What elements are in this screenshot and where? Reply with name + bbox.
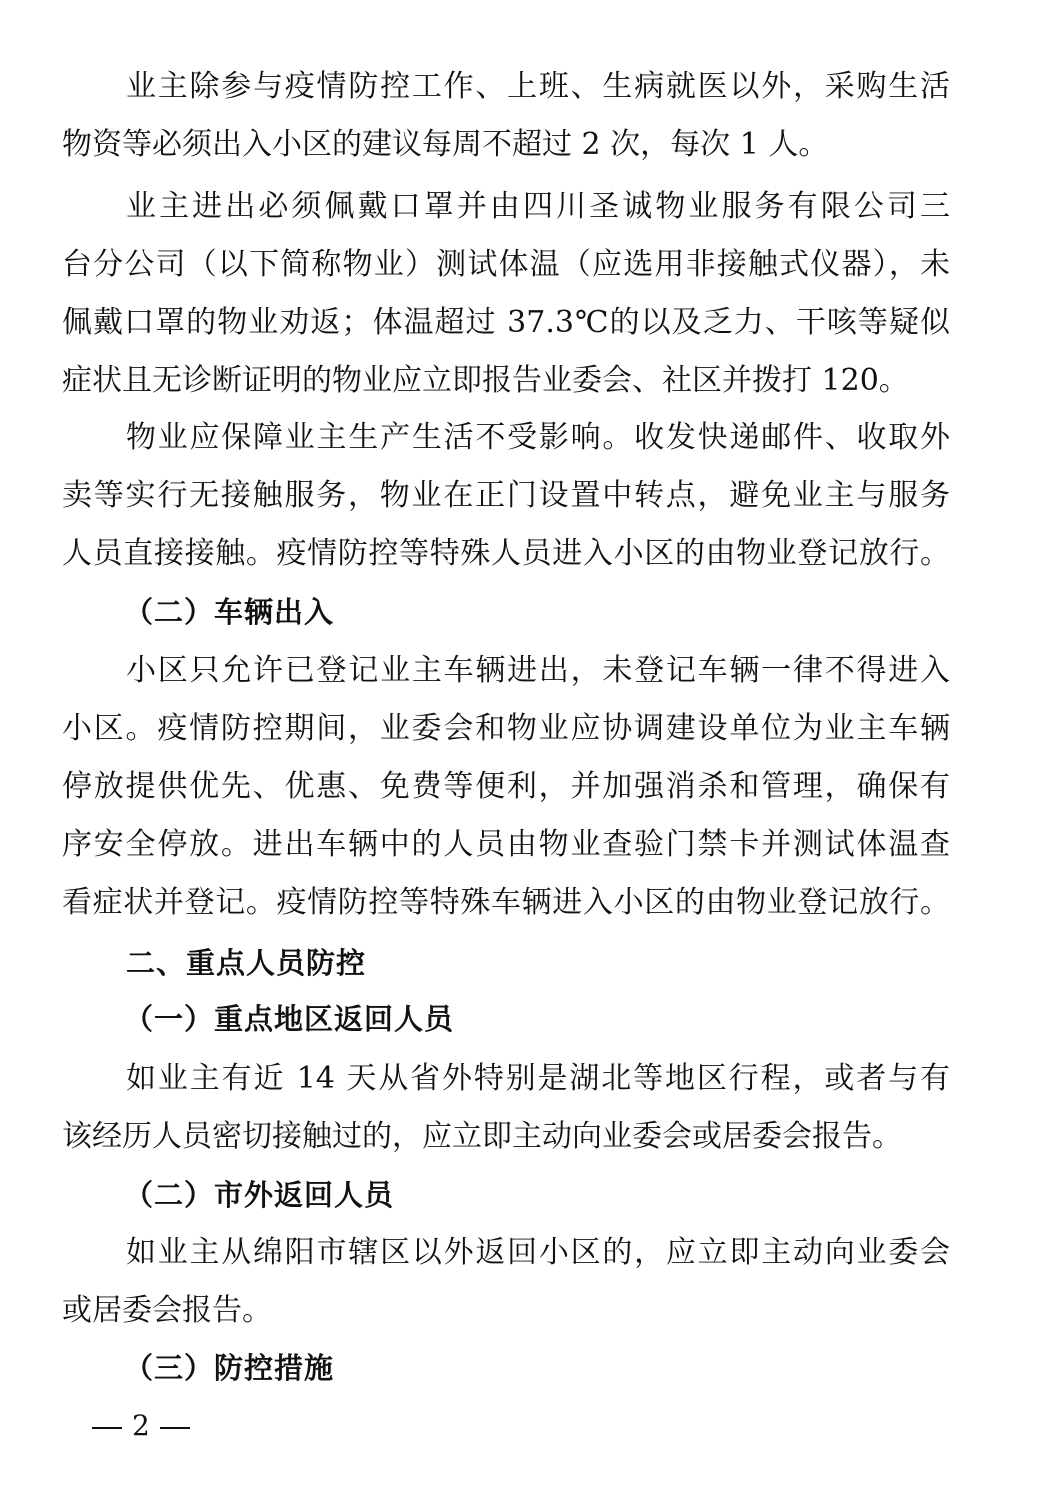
dash-left <box>92 1427 122 1429</box>
text-line: 序安全停放。进出车辆中的人员由物业查验门禁卡并测试体温查 <box>62 827 950 862</box>
heading-key-area-returnees: （一）重点地区返回人员 <box>124 1002 455 1036</box>
text-line: 佩戴口罩的物业劝返；体温超过 37.3℃的以及乏力、干咳等疑似 <box>62 305 950 340</box>
paragraph-vehicle-rules <box>62 642 950 932</box>
text-line: 如业主从绵阳市辖区以外返回小区的，应立即主动向业委会 <box>126 1235 950 1270</box>
text-line: 物资等必须出入小区的建议每周不超过 2 次，每次 1 人。 <box>62 127 829 162</box>
heading-vehicle-access: （二）车辆出入 <box>124 595 335 629</box>
paragraph-contactless-service <box>62 409 950 583</box>
text-line: 小区只允许已登记业主车辆进出，未登记车辆一律不得进入 <box>126 653 950 688</box>
text-line: 业主除参与疫情防控工作、上班、生病就医以外，采购生活 <box>126 69 950 104</box>
text-line: 或居委会报告。 <box>62 1293 272 1328</box>
page-number <box>92 1402 190 1450</box>
text-line: 物业应保障业主生产生活不受影响。收发快递邮件、收取外 <box>126 420 950 455</box>
text-line: 卖等实行无接触服务，物业在正门设置中转点，避免业主与服务 <box>62 478 950 513</box>
heading-key-personnel-control: 二、重点人员防控 <box>126 946 367 980</box>
text-line: 看症状并登记。疫情防控等特殊车辆进入小区的由物业登记放行。 <box>62 885 950 920</box>
heading-outside-city-returnees: （二）市外返回人员 <box>124 1178 395 1212</box>
paragraph-key-area-report <box>62 1050 950 1166</box>
text-line: 人员直接接触。疫情防控等特殊人员进入小区的由物业登记放行。 <box>62 536 950 571</box>
text-line: 业主进出必须佩戴口罩并由四川圣诚物业服务有限公司三 <box>126 189 950 224</box>
text-line: 小区。疫情防控期间，业委会和物业应协调建设单位为业主车辆 <box>62 711 950 746</box>
dash-right <box>160 1427 190 1429</box>
text-line: 如业主有近 14 天从省外特别是湖北等地区行程，或者与有 <box>126 1061 950 1096</box>
text-line: 停放提供优先、优惠、免费等便利，并加强消杀和管理，确保有 <box>62 769 950 804</box>
paragraph-outside-city-report <box>62 1224 950 1340</box>
heading-prevention-measures: （三）防控措施 <box>124 1351 335 1385</box>
text-line: 症状且无诊断证明的物业应立即报告业委会、社区并拨打 120。 <box>62 363 909 398</box>
paragraph-resident-access <box>62 58 950 174</box>
paragraph-mask-temperature <box>62 178 950 410</box>
text-line: 台分公司（以下简称物业）测试体温（应选用非接触式仪器），未 <box>62 247 950 282</box>
text-line: 该经历人员密切接触过的，应立即主动向业委会或居委会报告。 <box>62 1119 902 1154</box>
page-number-value: 2 <box>132 1409 150 1442</box>
